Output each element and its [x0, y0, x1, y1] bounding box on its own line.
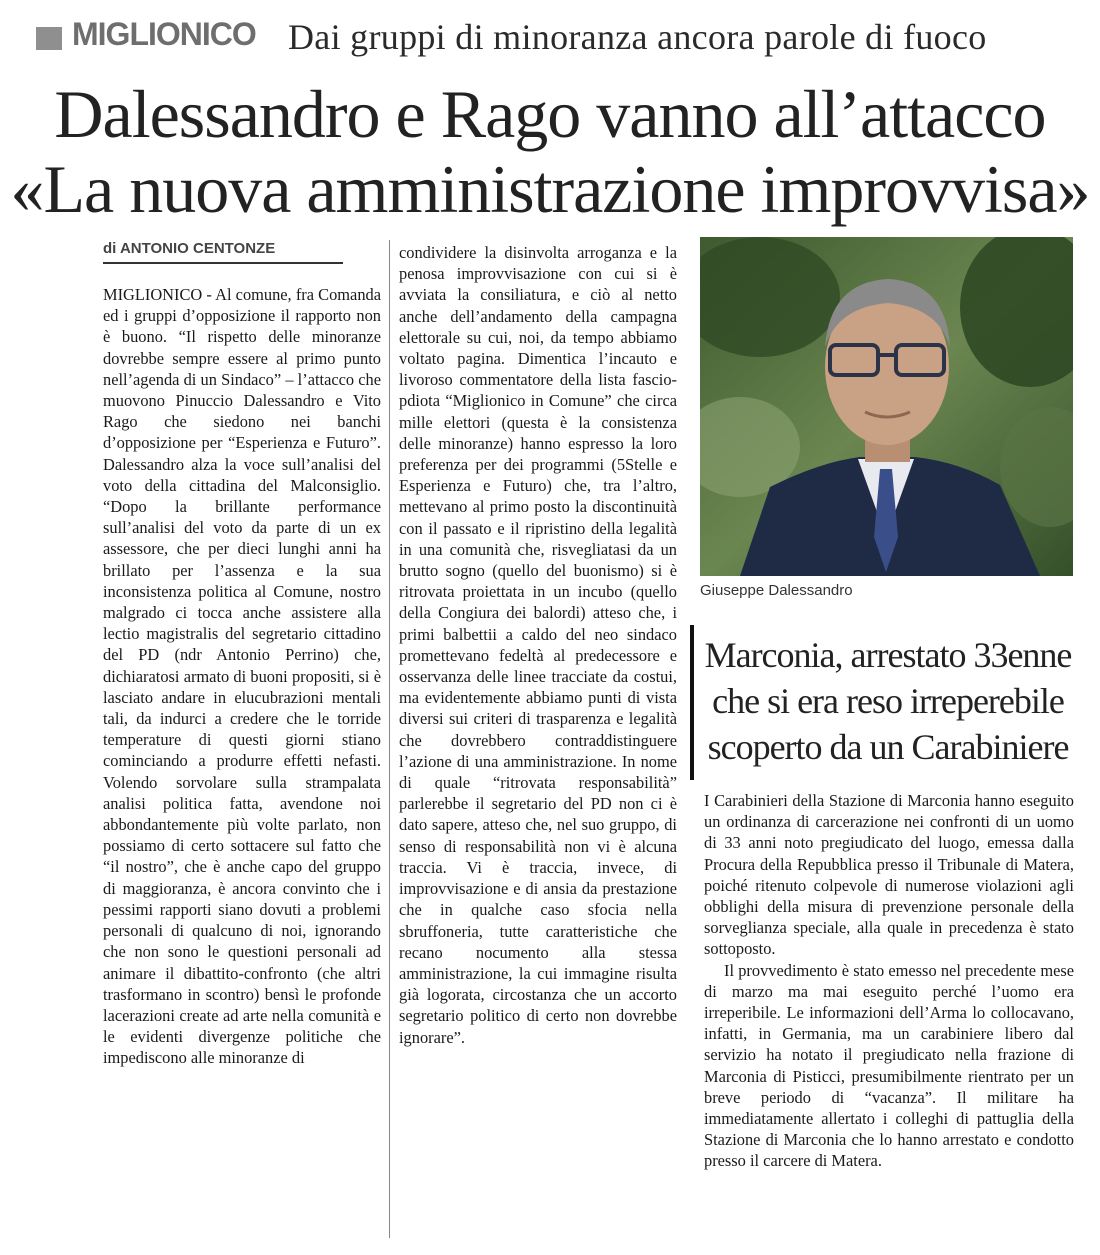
headline-line-1: Dalessandro e Rago vanno all’attacco: [54, 76, 1046, 152]
byline: di ANTONIO CENTONZE: [103, 240, 343, 264]
sidebar-title: [698, 632, 1078, 770]
headline-line-2: «La nuova amministrazione improvvisa»: [10, 151, 1090, 227]
kicker-marker: [36, 27, 62, 50]
kicker-text: Dai gruppi di minoranza ancora parole di fuoco: [288, 17, 987, 57]
sidebar-paragraph-1: I Carabinieri della Stazione di Marconia hanno eseguito un ordinanza di carcerazione nei confronti di un uomo di 33 anni noto pregiudicato del luogo, emessa dalla Procura della Repubblica presso il Tribunale di Matera, poiché ritenuto colpevole di numerose violazioni agli obblighi della misura di prevenzione personale della sorveglianza speciale, alla quale in precedenza è stato sottoposto.: [704, 791, 1074, 959]
portrait-illustration: [700, 237, 1073, 576]
article-column-1: [103, 284, 381, 1069]
sidebar-title-line-2: che si era reso irreperebile: [712, 681, 1064, 721]
column-divider: [389, 240, 390, 1238]
sidebar-title-line-3: scoperto da un Carabiniere: [707, 727, 1069, 767]
article-column-2: [399, 242, 677, 1048]
sidebar-title-line-1: Marconia, arrestato 33enne: [704, 635, 1072, 675]
photo-caption: Giuseppe Dalessandro: [700, 582, 853, 599]
sidebar-paragraph-2: Il provvedimento è stato emesso nel precedente mese di marzo ma mai eseguito perché l’uomo era irreperibile. Le informazioni dell’Arma lo collocavano, infatti, in Germania, ma un carabiniere libero dal servizio ha notato il pregiudicato nella frazione di Marconia di Pisticci, presumibilmente rientrato per un breve periodo di “vacanza”. Il militare ha immediatamente allertato i colleghi di pattuglia della Stazione di Marconia che lo hanno arrestato e condotto presso il carcere di Matera.: [704, 960, 1074, 1171]
sidebar-article: [704, 790, 1074, 1172]
kicker-place: MIGLIONICO: [72, 16, 256, 52]
article-text-col1: MIGLIONICO - Al comune, fra Comanda ed i gruppi d’opposizione il rapporto non è buono. “Il rispetto delle minoranze dovrebbe sempre essere al primo punto nell’agenda di un Sindaco” – l’attacco che muovono Pinuccio Dalessandro e Vito Rago che siedono nei banchi d’opposizione per “Esperienza e Futuro”. Dalessandro alza la voce sull’analisi del voto della cittadina del Malconsiglio. “Dopo la brillante performance sull’analisi del voto da parte di un ex assessore, che per dieci lunghi anni ha brillato per l’assenza e la sua inconsistenza politica al Comune, nostro malgrado ci tocca anche assistere alla lectio magistralis del segretario cittadino del PD (ndr Antonio Perrino) che, dichiaratosi armato di buoni propositi, si è lasciato andare in elucubrazioni mentali tali, da indurci a credere che le torride temperature di questi giorni stiano cominciando a produrre effetti nefasti. Volendo sorvolare sulla strampalata analisi politica fatta, avendone noi abbondantemente più volte parlato, non possiamo di certo sottacere sul fatto che “il nostro”, che è anche capo del gruppo di maggioranza, è ancora convinto che i pessimi rapporti siano dovuti a problemi personali di qualcuno di noi, ignorando che non sono le questioni personali ad animare il dibattito-confronto (che altri trasformano in scontro) bensì le profonde lacerazioni create ad arte nella comunità e le evidenti divergenze politiche che impediscono alle minoranze di: [103, 285, 381, 1068]
article-text-col2: condividere la disinvolta arroganza e la penosa improvvisazione con cui si è avviata la consiliatura, e ciò al netto anche dell’andamento della campagna elettorale su cui, noi, da tempo abbiamo voltato pagina. Dimentica l’incauto e livoroso commentatore della lista fascio-pdiota “Miglionico in Comune” che circa mille elettori (questa è la consistenza delle minoranze) hanno espresso la loro preferenza per dei programmi (5Stelle e Esperienza e Futuro) che, tra l’altro, mettevano al primo posto la discontinuità con il passato e il ripristino della legalità in una comunità che, risvegliatasi da un brutto sogno (quello del buonismo) si è ritrovata proiettata in un incubo (quello della Congiura dei balordi) atteso che, i primi balbettii a caldo del neo sindaco promettevano fedeltà al predecessore e osservanza delle linee tracciate da costui, ma evidentemente abbiamo punti di vista diversi sui criteri di trasparenza e legalità che dovrebbero contraddistinguere l’azione di una amministrazione. In nome di quale “ritrovata responsabilità” parlerebbe il segretario del PD non ci è dato sapere, atteso che, nel suo gruppo, di senso di responsabilità non vi è alcuna traccia. Vi è traccia, invece, di improvvisazione e di ansia da prestazione che in qualche caso sfocia nella sbruffoneria, tutte caratteristiche che recano nocumento alla stessa amministrazione, la cui immagine risulta già logorata, circostanza che un accorto segretario politico di certo non dovrebbe ignorare”.: [399, 243, 677, 1047]
portrait-photo: [700, 237, 1073, 576]
sidebar-accent-bar: [690, 625, 694, 780]
